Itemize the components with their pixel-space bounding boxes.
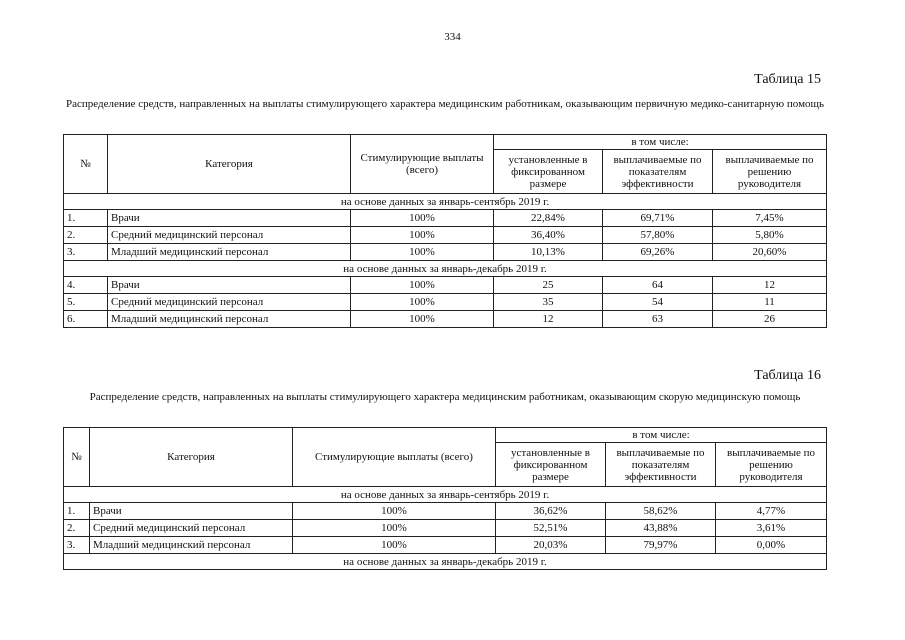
col-header-fixed: установленные в фиксированном размере [494,150,603,194]
cell-num: 3. [64,537,90,554]
table-16-caption: Распределение средств, направленных на выплаты стимулирующего характера медицинским работникам, оказывающим скорую медицинскую помощь [89,391,801,403]
page-number: 334 [444,31,461,43]
cell-category: Врачи [108,277,351,294]
cell-performance: 63 [603,311,713,328]
cell-fixed: 36,62% [496,503,606,520]
cell-performance: 54 [603,294,713,311]
table-row [64,277,827,294]
col-header-including: в том числе: [496,428,827,443]
cell-fixed: 10,13% [494,244,603,261]
cell-num: 4. [64,277,108,294]
cell-total: 100% [351,294,494,311]
col-header-total: Стимулирующие выплаты (всего) [351,135,494,194]
table-15-caption: Распределение средств, направленных на выплаты стимулирующего характера медицинским работникам, оказывающим первичную медико-санитарную помощь [65,98,825,110]
col-header-management: выплачиваемые по решению руководителя [716,443,827,487]
col-header-category: Категория [108,135,351,194]
col-header-performance: выплачиваемые по показателям эффективности [603,150,713,194]
cell-fixed: 20,03% [496,537,606,554]
col-header-category: Категория [90,428,293,487]
cell-performance: 57,80% [603,227,713,244]
cell-performance: 64 [603,277,713,294]
cell-management: 20,60% [713,244,827,261]
table-row [64,503,827,520]
cell-total: 100% [293,503,496,520]
table-row [64,520,827,537]
section-row: на основе данных за январь-декабрь 2019 г. [64,554,827,570]
col-header-num: № [64,135,108,194]
cell-management: 4,77% [716,503,827,520]
cell-total: 100% [293,537,496,554]
cell-category: Средний медицинский персонал [108,294,351,311]
cell-category: Средний медицинский персонал [108,227,351,244]
cell-num: 6. [64,311,108,328]
cell-management: 5,80% [713,227,827,244]
table-row [64,294,827,311]
cell-total: 100% [351,244,494,261]
cell-num: 3. [64,244,108,261]
cell-category: Средний медицинский персонал [90,520,293,537]
cell-total: 100% [351,311,494,328]
cell-category: Младший медицинский персонал [90,537,293,554]
cell-fixed: 35 [494,294,603,311]
cell-num: 2. [64,520,90,537]
cell-management: 7,45% [713,210,827,227]
table-row [64,311,827,328]
cell-total: 100% [293,520,496,537]
cell-performance: 58,62% [606,503,716,520]
col-header-performance: выплачиваемые по показателям эффективности [606,443,716,487]
cell-num: 1. [64,210,108,227]
col-header-num: № [64,428,90,487]
table-row [64,210,827,227]
cell-num: 1. [64,503,90,520]
cell-fixed: 12 [494,311,603,328]
table-15-label: Таблица 15 [754,72,821,87]
cell-fixed: 22,84% [494,210,603,227]
table-16-label: Таблица 16 [754,368,821,383]
section-row: на основе данных за январь-декабрь 2019 г. [64,261,827,277]
col-header-management: выплачиваемые по решению руководителя [713,150,827,194]
cell-management: 12 [713,277,827,294]
cell-num: 5. [64,294,108,311]
col-header-including: в том числе: [494,135,827,150]
section-row: на основе данных за январь-сентябрь 2019 г. [64,194,827,210]
cell-category: Врачи [90,503,293,520]
cell-fixed: 25 [494,277,603,294]
cell-fixed: 52,51% [496,520,606,537]
cell-total: 100% [351,227,494,244]
table-row [64,537,827,554]
cell-category: Младший медицинский персонал [108,244,351,261]
cell-performance: 79,97% [606,537,716,554]
cell-performance: 43,88% [606,520,716,537]
table-16 [63,427,827,570]
cell-fixed: 36,40% [494,227,603,244]
cell-performance: 69,26% [603,244,713,261]
cell-management: 26 [713,311,827,328]
cell-performance: 69,71% [603,210,713,227]
table-row [64,227,827,244]
col-header-total: Стимулирующие выплаты (всего) [293,428,496,487]
table-row [64,244,827,261]
cell-total: 100% [351,277,494,294]
cell-total: 100% [351,210,494,227]
cell-category: Врачи [108,210,351,227]
cell-num: 2. [64,227,108,244]
cell-management: 3,61% [716,520,827,537]
col-header-fixed: установленные в фиксированном размере [496,443,606,487]
section-row: на основе данных за январь-сентябрь 2019 г. [64,487,827,503]
cell-category: Младший медицинский персонал [108,311,351,328]
cell-management: 0,00% [716,537,827,554]
cell-management: 11 [713,294,827,311]
table-15 [63,134,827,328]
